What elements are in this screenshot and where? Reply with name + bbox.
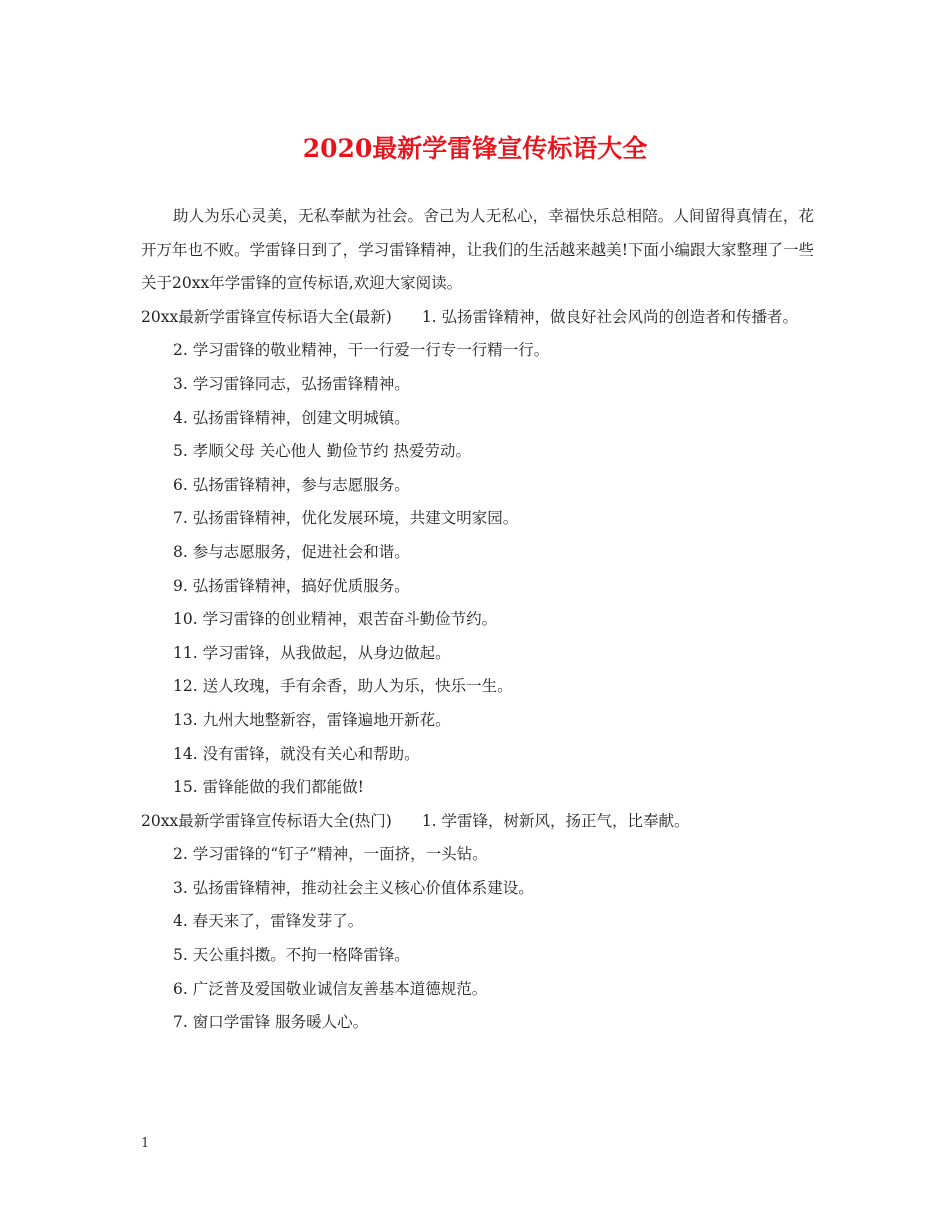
section-2-heading: 20xx最新学雷锋宣传标语大全(热门) [141,811,392,830]
intro-paragraph: 助人为乐心灵美，无私奉献为社会。舍己为人无私心，幸福快乐总相陪。人间留得真情在，花开万年也不败。学雷锋日到了，学习雷锋精神，让我们的生活越来越美!下面小编跟大家整理了一些关于20xx年学雷锋的宣传标语,欢迎大家阅读。 [141,207,814,293]
list-item: 7. 窗口学雷锋 服务暖人心。 [173,1013,369,1032]
section-2-line [141,805,814,839]
list-item: 13. 九州大地整新容，雷锋遍地开新花。 [173,710,451,729]
list-item: 15. 雷锋能做的我们都能做! [173,778,364,797]
list-item: 11. 学习雷锋，从我做起，从身边做起。 [173,643,451,662]
list-item: 9. 弘扬雷锋精神，搞好优质服务。 [173,576,410,595]
list-item: 4. 弘扬雷锋精神，创建文明城镇。 [173,408,410,427]
section-1-first-item: 1. 弘扬雷锋精神，做良好社会风尚的创造者和传播者。 [421,307,799,326]
page-number: 1 [141,1136,150,1151]
list-item: 14. 没有雷锋，就没有关心和帮助。 [173,744,420,763]
page-title: 2020最新学雷锋宣传标语大全 [302,134,648,163]
list-item: 7. 弘扬雷锋精神，优化发展环境，共建文明家园。 [173,509,519,528]
list-item: 10. 学习雷锋的创业精神，艰苦奋斗勤俭节约。 [173,610,498,629]
section-1-line [141,301,814,335]
list-item: 5. 孝顺父母 关心他人 勤俭节约 热爱劳动。 [173,442,471,461]
list-item: 2. 学习雷锋的“钉子”精神，一面挤，一头钻。 [173,845,488,864]
list-item: 6. 弘扬雷锋精神，参与志愿服务。 [173,475,410,494]
section-2-first-item: 1. 学雷锋，树新风，扬正气，比奉献。 [421,811,690,830]
list-item: 3. 弘扬雷锋精神，推动社会主义核心价值体系建设。 [173,878,534,897]
document-body [141,200,814,1040]
list-item: 8. 参与志愿服务，促进社会和谐。 [173,542,410,561]
list-item: 4. 春天来了，雷锋发芽了。 [173,912,364,931]
list-item: 3. 学习雷锋同志，弘扬雷锋精神。 [173,374,410,393]
list-item: 2. 学习雷锋的敬业精神，干一行爱一行专一行精一行。 [173,341,550,360]
list-item: 6. 广泛普及爱国敬业诚信友善基本道德规范。 [173,979,488,998]
section-2-list [141,838,814,1040]
section-1-list [141,334,814,804]
list-item: 5. 天公重抖擞。不拘一格降雷锋。 [173,946,410,965]
list-item: 12. 送人玫瑰，手有余香，助人为乐，快乐一生。 [173,677,513,696]
section-1-heading: 20xx最新学雷锋宣传标语大全(最新) [141,307,392,326]
